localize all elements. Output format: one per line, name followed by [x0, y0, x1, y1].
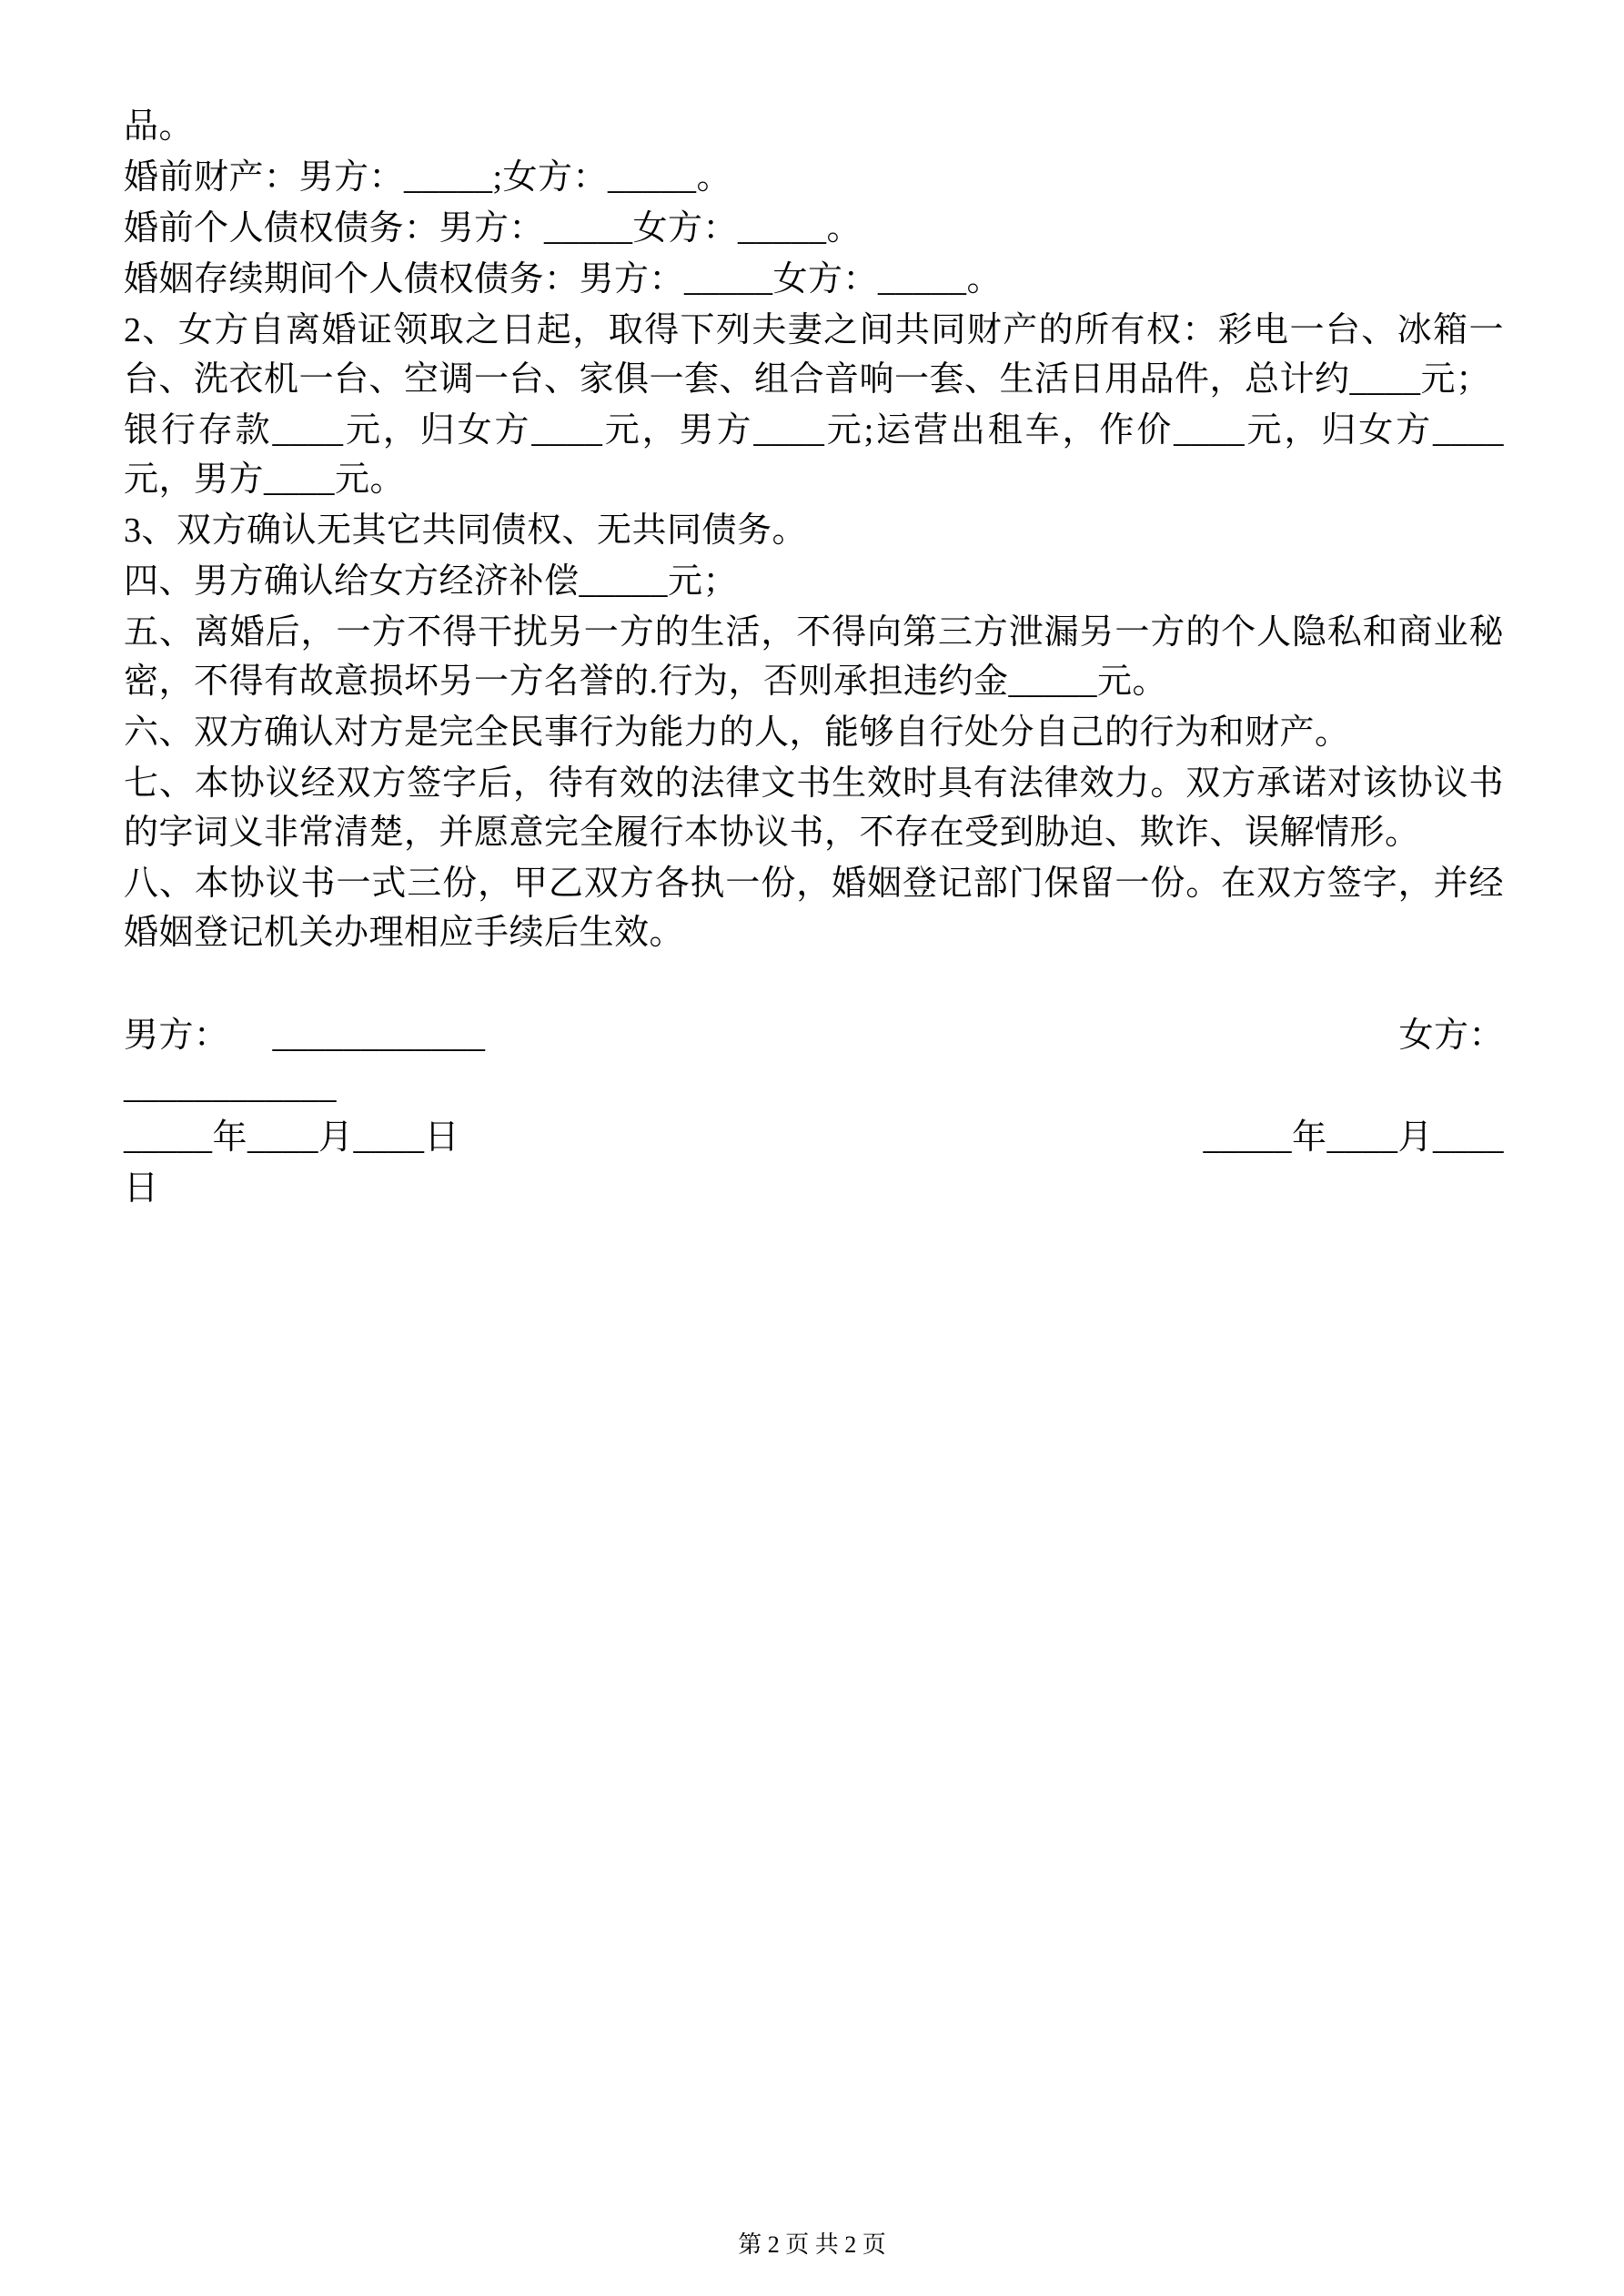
paragraph-civil-capacity: 六、双方确认对方是完全民事行为能力的人，能够自行处分自己的行为和财产。: [124, 713, 1350, 752]
paragraph-legal-effect: 七、本协议经双方签字后，待有效的法律文书生效时具有法律效力。双方承诺对该协议书的字词义非常清楚，并愿意完全履行本协议书，不存在受到胁迫、欺诈、误解情形。: [124, 764, 1504, 852]
paragraph-compensation: 四、男方确认给女方经济补偿_____元；: [124, 562, 739, 601]
female-signature-blank: ____________: [124, 1067, 337, 1106]
male-date-blank: _____年____月____日: [124, 1118, 460, 1157]
female-date-tail: 日: [124, 1169, 159, 1208]
paragraph-no-common-debts: 3、双方确认无其它共同债权、无共同债务。: [124, 511, 808, 550]
female-date-blank: _____年____月____: [1203, 1118, 1504, 1157]
signature-row-dates: [124, 1112, 1504, 1163]
paragraph-premarital-property: 婚前财产：男方：_____;女方：_____。: [124, 158, 732, 197]
female-party-label: 女方：: [1398, 1017, 1504, 1055]
paragraph-marriage-period-debts: 婚姻存续期间个人债权债务：男方：_____女方：_____。: [124, 260, 1003, 298]
paragraph-copies: 八、本协议书一式三份，甲乙双方各执一份，婚姻登记部门保留一份。在双方签字，并经婚姻登记机关办理相应手续后生效。: [124, 865, 1504, 952]
signature-row-names: [124, 1010, 1504, 1061]
paragraph-bank-deposit: 银行存款____元，归女方____元，男方____元;运营出租车，作价____元，归女方____元，男方____元。: [124, 411, 1504, 499]
male-party-label: 男方：: [124, 1017, 229, 1055]
paragraph-overflow: 品。: [124, 107, 195, 146]
page-footer: 第 2 页 共 2 页: [738, 2231, 886, 2258]
male-signature-group: [124, 1010, 486, 1061]
male-signature-blank: ____________: [272, 1017, 486, 1055]
paragraph-privacy-clause: 五、离婚后，一方不得干扰另一方的生活，不得向第三方泄漏另一方的个人隐私和商业秘密，不得有故意损坏另一方名誉的.行为，否则承担违约金_____元。: [124, 613, 1504, 701]
signature-block: [124, 1010, 1504, 1214]
paragraph-premarital-debts: 婚前个人债权债务：男方：_____女方：_____。: [124, 209, 862, 248]
paragraph-common-property: 2、女方自离婚证领取之日起，取得下列夫妻之间共同财产的所有权：彩电一台、冰箱一台、洗衣机一台、空调一台、家俱一套、组合音响一套、生活日用品件，总计约____元；: [124, 311, 1504, 399]
document-body: [124, 102, 1504, 1214]
